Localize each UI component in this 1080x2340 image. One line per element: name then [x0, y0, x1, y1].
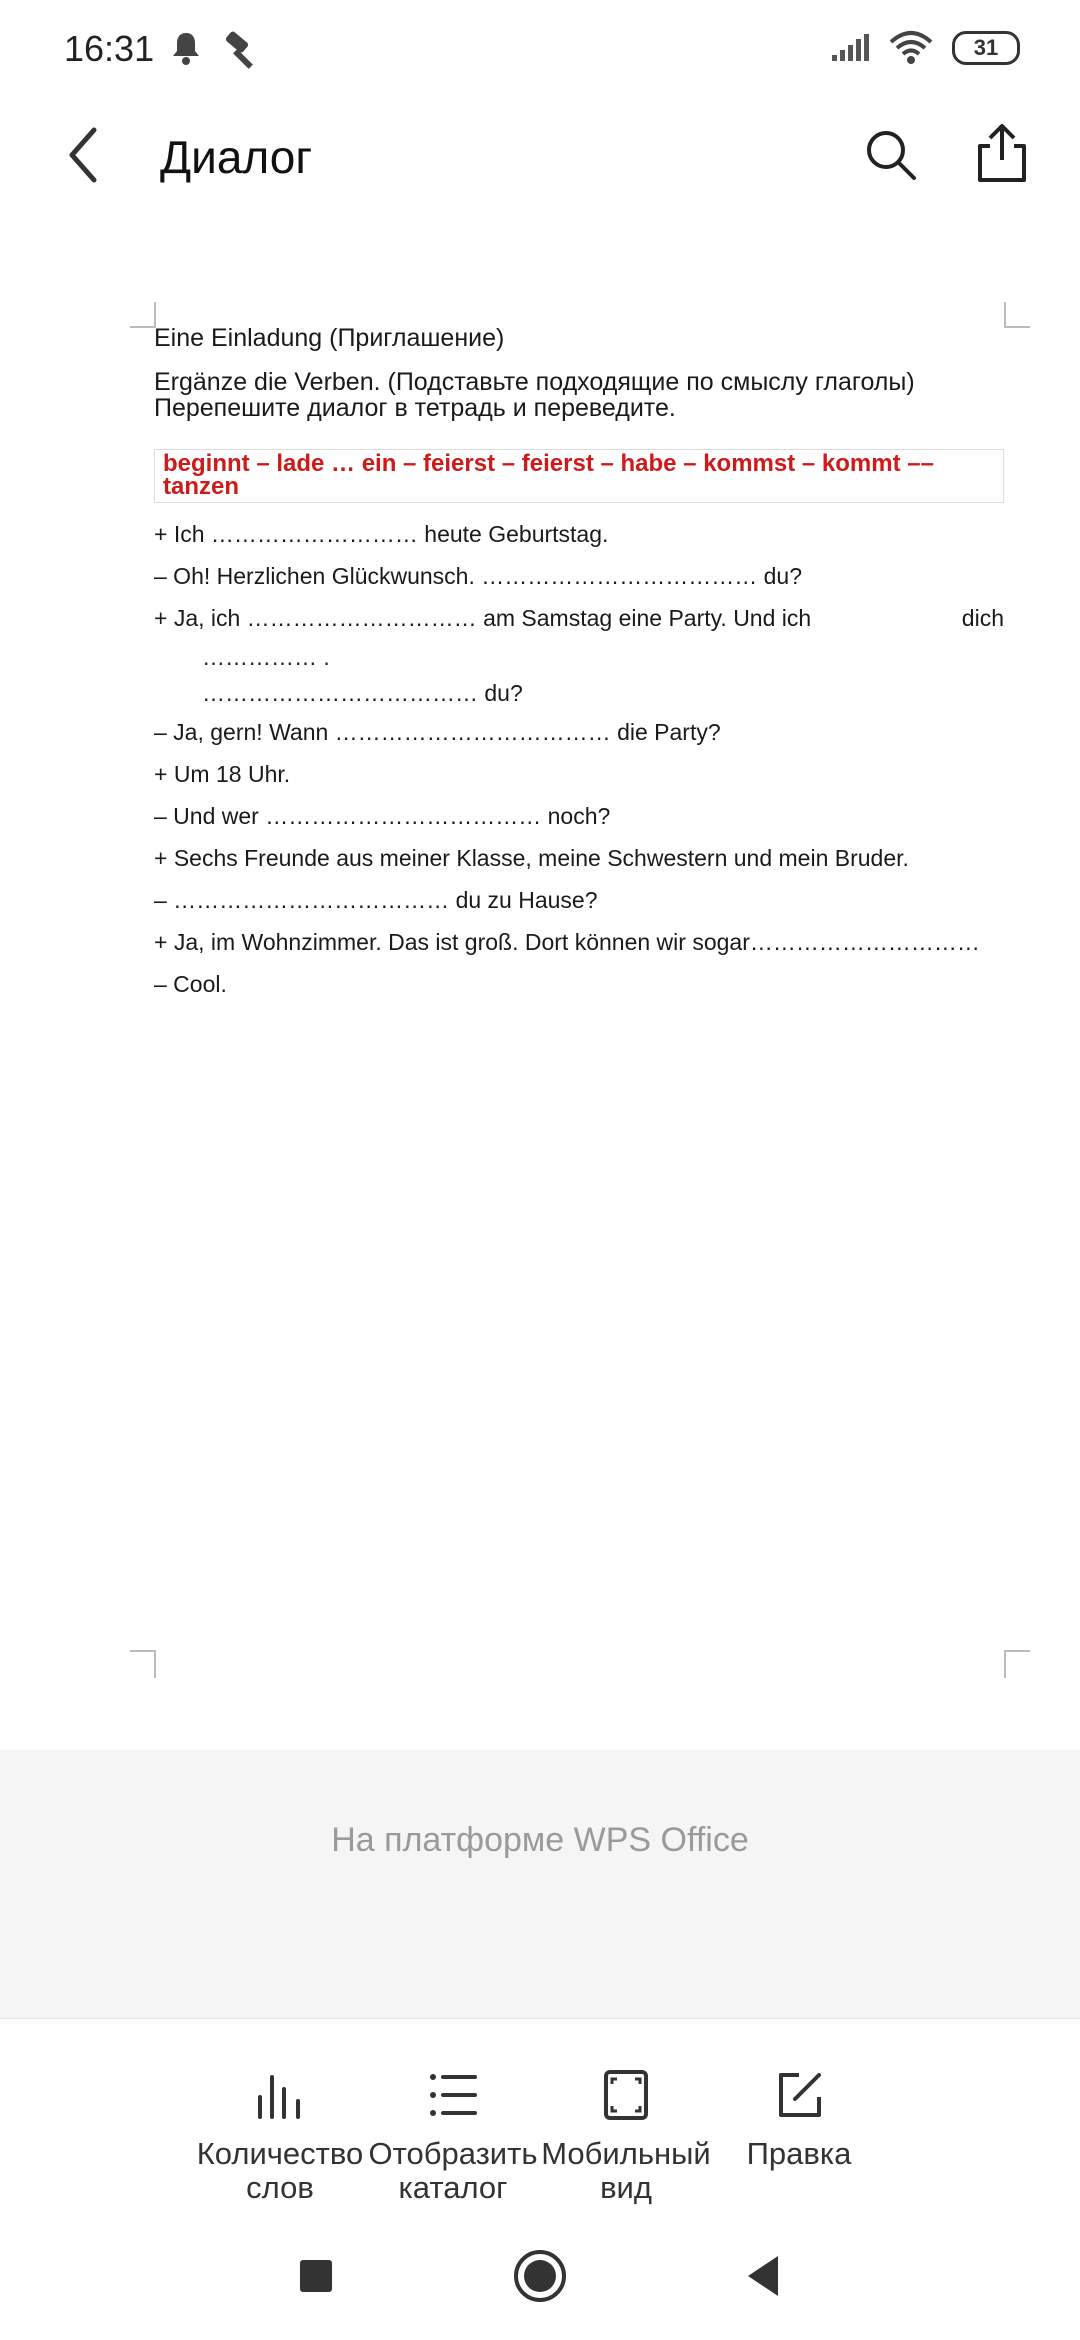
dialog-line: + Sechs Freunde aus meiner Klasse, meine Schwestern und mein Bruder. [154, 845, 909, 871]
status-time: 16:31 [64, 28, 155, 69]
toolbar-label: слов [246, 2170, 314, 2205]
dialog-line [154, 597, 1004, 639]
dialog-line: ……………………………… du? [202, 680, 523, 706]
app-bar [0, 100, 1080, 210]
instruction-line: Ergänze die Verben. (Подставьте подходящие по смыслу глаголы) [154, 368, 915, 396]
document-page[interactable] [0, 210, 1080, 1750]
page-title: Диалог [160, 131, 313, 183]
dialog-line: – Und wer ……………………………… noch? [154, 803, 611, 829]
document-title: Eine Einladung (Приглашение) [154, 324, 505, 352]
list-icon [427, 2069, 479, 2121]
dialog-line: + Ich ……………………… heute Geburtstag. [154, 521, 609, 547]
dialog-line: + Ja, im Wohnzimmer. Das ist groß. Dort können wir sogar………………………… [154, 929, 980, 955]
document-instruction [154, 369, 1004, 421]
home-icon[interactable] [512, 2248, 568, 2304]
mobile-view-button[interactable] [540, 2069, 712, 2205]
hammer-icon [222, 30, 262, 70]
system-nav-bar [0, 2210, 1080, 2340]
show-catalog-button[interactable] [367, 2069, 539, 2205]
back-nav-icon[interactable] [736, 2248, 792, 2304]
edit-button[interactable] [713, 2069, 885, 2171]
toolbar-label: Мобильный [541, 2136, 711, 2171]
edit-icon [773, 2069, 825, 2121]
dialog-line-text: + Ja, ich ………………………… am Samstag eine Party. Und ich [154, 605, 812, 631]
word-count-button[interactable] [194, 2069, 366, 2205]
document-content [154, 324, 1004, 1005]
wifi-icon [888, 30, 934, 66]
instruction-line: Перепешите диалог в тетрадь и переведите. [154, 394, 676, 422]
toolbar-label: Правка [746, 2136, 852, 2171]
wps-banner-text: На платформе WPS Office [331, 1821, 749, 1859]
bell-icon [170, 30, 202, 66]
toolbar-label: Отобразить [368, 2136, 538, 2171]
dialog-line: – Cool. [154, 971, 227, 997]
bottom-toolbar [0, 2018, 1080, 2212]
recents-icon[interactable] [288, 2248, 344, 2304]
dialog-line: + Um 18 Uhr. [154, 761, 291, 787]
page-corner-mark [130, 302, 156, 328]
dialog-line: – Ja, gern! Wann ……………………………… die Party? [154, 719, 721, 745]
mobile-view-icon [600, 2069, 652, 2121]
page-corner-mark [1004, 1650, 1030, 1678]
dialog-line: – Oh! Herzlichen Glückwunsch. ……………………………… du? [154, 563, 803, 589]
page-corner-mark [1004, 302, 1030, 328]
status-bar [0, 0, 1080, 100]
dialog-line-right-word: dich [961, 605, 1004, 631]
share-icon[interactable] [974, 122, 1030, 184]
dialog-line: …………… . [202, 644, 330, 670]
toolbar-label: Количество [196, 2136, 364, 2171]
signal-icon [830, 33, 870, 63]
back-icon[interactable] [56, 122, 116, 188]
toolbar-label: вид [600, 2170, 652, 2205]
search-icon[interactable] [862, 126, 918, 182]
page-corner-mark [130, 1650, 156, 1678]
dialog-line: – ……………………………… du zu Hause? [154, 887, 598, 913]
bar-chart-icon [254, 2069, 306, 2121]
word-bank: beginnt – lade … ein – feierst – feierst – habe – kommst – kommt –– tanzen [154, 449, 1004, 503]
toolbar-label: каталог [398, 2170, 508, 2205]
battery-indicator: 31 [952, 31, 1020, 65]
wps-banner [0, 1750, 1080, 2018]
